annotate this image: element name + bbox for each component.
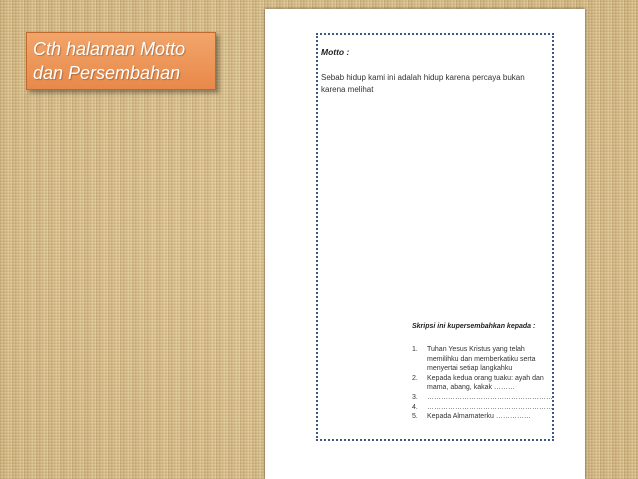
dedication-item-text: Tuhan Yesus Kristus yang telah memilihku dan memberkatiku serta menyertai setiap langkahku [427, 346, 536, 373]
dedication-item-text: ……………………………………………… [427, 403, 553, 411]
slide-title-line-1: Cth halaman Motto [33, 39, 186, 59]
dedication-item [412, 345, 552, 374]
dedication-item-number: 2. [412, 374, 418, 382]
slide-title-box [26, 32, 216, 90]
dedication-item-number: 5. [412, 413, 418, 421]
dedication-item-number: 4. [412, 403, 418, 411]
motto-text: Sebab hidup kami ini adalah hidup karena percaya bukan karena melihat [321, 73, 525, 94]
motto-heading: Motto : [321, 47, 350, 57]
dedication-item [412, 374, 552, 393]
dedication-item [412, 393, 552, 403]
dedication-list [412, 345, 552, 422]
dedication-item-number: 3. [412, 393, 418, 401]
slide-title-line-2: dan Persembahan [33, 63, 181, 83]
dedication-item-text: Kepada kedua orang tuaku: ayah dan mama, abang, kakak ……… [427, 374, 544, 392]
dedication-item-text: Kepada Almamaterku …………… [427, 413, 531, 421]
dedication-item-text: ……………………………………………… [427, 393, 553, 401]
dedication-item-number: 1. [412, 346, 418, 353]
document-page [265, 9, 585, 479]
dedication-heading: Skripsi ini kupersembahkan kepada : [412, 323, 536, 330]
dedication-item [412, 403, 552, 413]
dedication-item [412, 412, 552, 422]
